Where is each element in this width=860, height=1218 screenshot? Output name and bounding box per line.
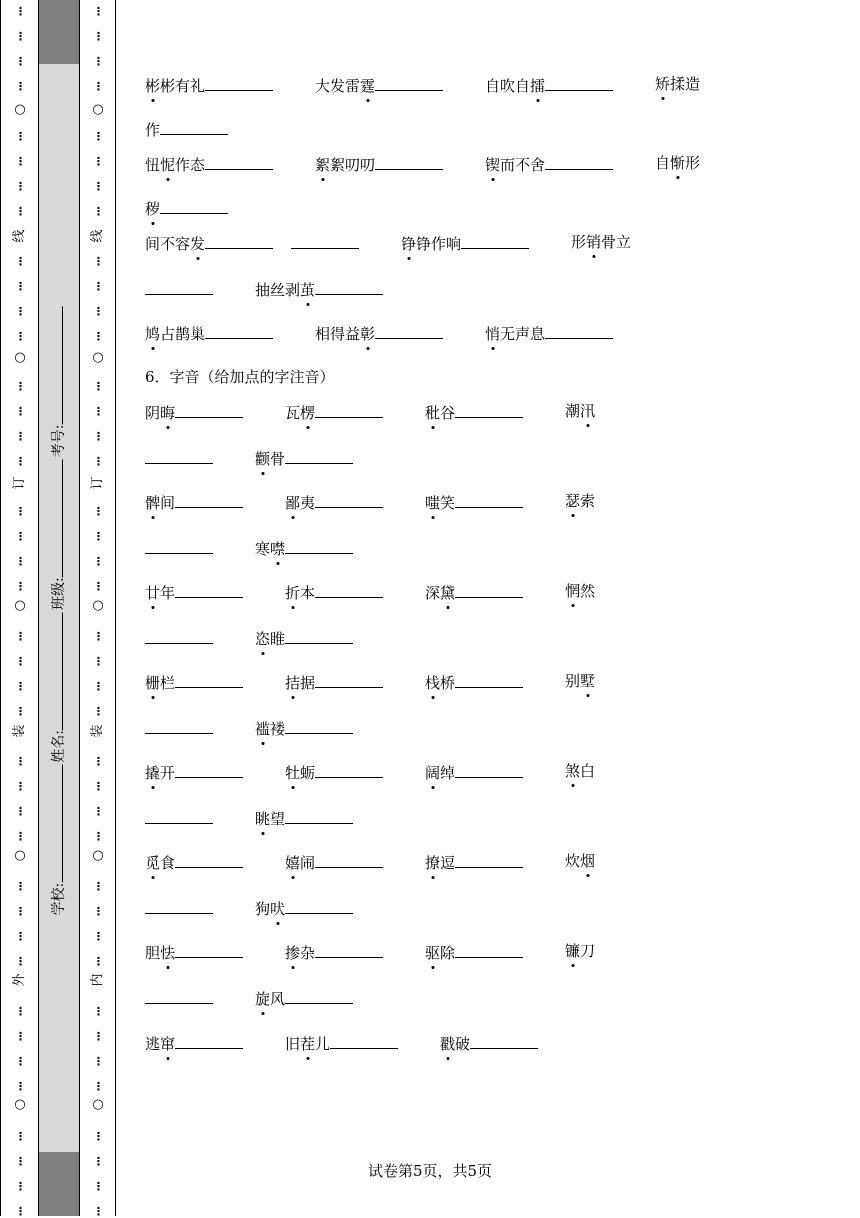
answer-blank[interactable] bbox=[175, 851, 243, 868]
inner-dotted-cut-line bbox=[88, 0, 108, 1216]
circle-mark: ○ bbox=[14, 102, 26, 117]
cut-line-char: 线 bbox=[12, 229, 27, 243]
dot-mark: ⋮ bbox=[15, 1030, 25, 1043]
dot-mark: ⋮ bbox=[93, 880, 103, 893]
circle-mark: ○ bbox=[92, 102, 104, 117]
margin-dark-block-top bbox=[38, 0, 80, 64]
class-field[interactable] bbox=[48, 459, 68, 610]
dot-mark: ⋮ bbox=[15, 905, 25, 918]
answer-blank[interactable] bbox=[175, 671, 243, 688]
pronunciation-item: 折本 bbox=[285, 581, 383, 603]
answer-blank[interactable] bbox=[291, 232, 359, 249]
dot-mark: ⋮ bbox=[15, 880, 25, 893]
answer-blank[interactable] bbox=[175, 761, 243, 778]
answer-blank[interactable] bbox=[375, 74, 443, 91]
dot-mark: ⋮ bbox=[15, 1205, 25, 1218]
circle-mark: ○ bbox=[92, 848, 104, 863]
answer-blank[interactable] bbox=[145, 278, 213, 295]
circle-mark: ○ bbox=[92, 598, 104, 613]
dot-mark: ⋮ bbox=[93, 1155, 103, 1168]
answer-blank[interactable] bbox=[315, 278, 383, 295]
answer-blank[interactable] bbox=[175, 581, 243, 598]
pronunciation-item: 撬开 bbox=[145, 761, 243, 783]
dot-mark: ⋮ bbox=[93, 80, 103, 93]
dot-mark: ⋮ bbox=[15, 55, 25, 68]
answer-blank[interactable] bbox=[545, 322, 613, 339]
dot-mark: ⋮ bbox=[93, 530, 103, 543]
dot-mark: ⋮ bbox=[93, 405, 103, 418]
dot-mark: ⋮ bbox=[15, 180, 25, 193]
idiom-item: 矫揉造 bbox=[655, 75, 701, 93]
dot-mark: ⋮ bbox=[93, 30, 103, 43]
dot-mark: ⋮ bbox=[93, 1205, 103, 1218]
dot-mark: ⋮ bbox=[15, 455, 25, 468]
answer-blank[interactable] bbox=[205, 232, 273, 249]
idiom-item: 大发雷霆 bbox=[315, 74, 443, 96]
answer-blank[interactable] bbox=[461, 232, 529, 249]
answer-blank[interactable] bbox=[145, 717, 213, 734]
dot-mark: ⋮ bbox=[93, 155, 103, 168]
school-label: 学校: bbox=[51, 882, 67, 916]
pronunciation-item: 嬉闹 bbox=[285, 851, 383, 873]
name-blank[interactable] bbox=[48, 612, 63, 730]
pronunciation-item: 恣睢 bbox=[255, 627, 353, 649]
dot-mark: ⋮ bbox=[93, 780, 103, 793]
pronunciation-item: 惘然 bbox=[565, 582, 596, 600]
dot-mark: ⋮ bbox=[15, 930, 25, 943]
dot-mark: ⋮ bbox=[93, 1080, 103, 1093]
dot-mark: ⋮ bbox=[93, 1180, 103, 1193]
answer-blank[interactable] bbox=[455, 491, 523, 508]
pronunciation-item: 觅食 bbox=[145, 851, 243, 873]
answer-blank[interactable] bbox=[285, 627, 353, 644]
page-footer: 试卷第5页，共5页 bbox=[367, 1162, 493, 1180]
pronunciation-item: 颧骨 bbox=[255, 447, 353, 469]
pronunciation-item: 拮据 bbox=[285, 671, 383, 693]
answer-blank[interactable] bbox=[455, 941, 523, 958]
pronunciation-item: 褴褛 bbox=[255, 717, 353, 739]
school-blank[interactable] bbox=[48, 765, 63, 883]
dot-mark: ⋮ bbox=[15, 280, 25, 293]
binding-margin bbox=[0, 0, 116, 1216]
dot-mark: ⋮ bbox=[93, 1130, 103, 1143]
answer-blank[interactable] bbox=[160, 118, 228, 135]
dot-mark: ⋮ bbox=[15, 805, 25, 818]
dot-mark: ⋮ bbox=[93, 1055, 103, 1068]
answer-blank[interactable] bbox=[470, 1032, 538, 1049]
dot-mark: ⋮ bbox=[93, 555, 103, 568]
dot-mark: ⋮ bbox=[93, 680, 103, 693]
answer-blank[interactable] bbox=[455, 581, 523, 598]
question-6-heading: 6．字音（给加点的字注音） bbox=[145, 368, 335, 386]
dot-mark: ⋮ bbox=[15, 155, 25, 168]
dot-mark: ⋮ bbox=[93, 905, 103, 918]
dot-mark: ⋮ bbox=[93, 205, 103, 218]
pronunciation-item: 栅栏 bbox=[145, 671, 243, 693]
pronunciation-item: 嗤笑 bbox=[425, 491, 523, 513]
dot-mark: ⋮ bbox=[15, 1080, 25, 1093]
dot-mark: ⋮ bbox=[15, 680, 25, 693]
dot-mark: ⋮ bbox=[15, 830, 25, 843]
margin-edge-line bbox=[0, 0, 1, 1216]
answer-blank[interactable] bbox=[455, 851, 523, 868]
answer-blank[interactable] bbox=[285, 807, 353, 824]
circle-mark: ○ bbox=[92, 1097, 104, 1112]
dot-mark: ⋮ bbox=[15, 955, 25, 968]
answer-blank[interactable] bbox=[285, 537, 353, 554]
dot-mark: ⋮ bbox=[93, 955, 103, 968]
dot-mark: ⋮ bbox=[93, 930, 103, 943]
dot-mark: ⋮ bbox=[15, 755, 25, 768]
answer-blank[interactable] bbox=[285, 897, 353, 914]
answer-blank[interactable] bbox=[455, 761, 523, 778]
dot-mark: ⋮ bbox=[15, 80, 25, 93]
pronunciation-item: 栈桥 bbox=[425, 671, 523, 693]
dot-mark: ⋮ bbox=[15, 305, 25, 318]
pronunciation-item: 撩逗 bbox=[425, 851, 523, 873]
pronunciation-item: 狗吠 bbox=[255, 897, 353, 919]
dot-mark: ⋮ bbox=[15, 555, 25, 568]
dot-mark: ⋮ bbox=[93, 1005, 103, 1018]
dot-mark: ⋮ bbox=[15, 705, 25, 718]
answer-blank[interactable] bbox=[455, 671, 523, 688]
dot-mark: ⋮ bbox=[15, 1130, 25, 1143]
exam-number-label: 考号: bbox=[51, 424, 67, 458]
dot-mark: ⋮ bbox=[15, 1155, 25, 1168]
circle-mark: ○ bbox=[14, 848, 26, 863]
dot-mark: ⋮ bbox=[93, 130, 103, 143]
circle-mark: ○ bbox=[14, 350, 26, 365]
dot-mark: ⋮ bbox=[93, 380, 103, 393]
pronunciation-item: 炊烟 bbox=[565, 852, 596, 870]
dot-mark: ⋮ bbox=[93, 830, 103, 843]
dot-mark: ⋮ bbox=[93, 1030, 103, 1043]
dot-mark: ⋮ bbox=[93, 305, 103, 318]
dot-mark: ⋮ bbox=[93, 505, 103, 518]
dot-mark: ⋮ bbox=[15, 330, 25, 343]
pronunciation-item: 牡蛎 bbox=[285, 761, 383, 783]
answer-blank[interactable] bbox=[205, 322, 273, 339]
answer-blank[interactable] bbox=[315, 851, 383, 868]
answer-blank[interactable] bbox=[375, 322, 443, 339]
answer-blank[interactable] bbox=[145, 627, 213, 644]
dot-mark: ⋮ bbox=[15, 505, 25, 518]
exam-number-blank[interactable] bbox=[48, 307, 63, 425]
student-info-fields bbox=[48, 305, 68, 916]
answer-blank[interactable] bbox=[545, 74, 613, 91]
pronunciation-item: 瓦楞 bbox=[285, 401, 383, 423]
pronunciation-item: 旋风 bbox=[255, 987, 353, 1009]
answer-blank[interactable] bbox=[315, 491, 383, 508]
answer-blank[interactable] bbox=[145, 447, 213, 464]
answer-blank[interactable] bbox=[145, 897, 213, 914]
school-field[interactable] bbox=[48, 765, 68, 916]
pronunciation-item: 掺杂 bbox=[285, 941, 383, 963]
dot-mark: ⋮ bbox=[15, 430, 25, 443]
pronunciation-item: 寒噤 bbox=[255, 537, 353, 559]
answer-blank[interactable] bbox=[175, 1032, 243, 1049]
dot-mark: ⋮ bbox=[93, 580, 103, 593]
pronunciation-item: 阴晦 bbox=[145, 401, 243, 423]
pronunciation-item: 驱除 bbox=[425, 941, 523, 963]
dot-mark: ⋮ bbox=[93, 705, 103, 718]
cut-line-char: 线 bbox=[90, 229, 105, 243]
pronunciation-item: 别墅 bbox=[565, 672, 596, 690]
pronunciation-item: 鄙夷 bbox=[285, 491, 383, 513]
dot-mark: ⋮ bbox=[15, 630, 25, 643]
answer-blank[interactable] bbox=[455, 401, 523, 418]
dot-mark: ⋮ bbox=[15, 530, 25, 543]
dot-mark: ⋮ bbox=[93, 430, 103, 443]
cut-line-char: 装 bbox=[12, 724, 27, 738]
answer-blank[interactable] bbox=[315, 671, 383, 688]
exam-number-field[interactable] bbox=[48, 307, 68, 458]
dot-mark: ⋮ bbox=[15, 5, 25, 18]
dot-mark: ⋮ bbox=[93, 805, 103, 818]
dot-mark: ⋮ bbox=[93, 630, 103, 643]
dot-mark: ⋮ bbox=[15, 655, 25, 668]
cut-line-char: 装 bbox=[90, 724, 105, 738]
name-field[interactable] bbox=[48, 612, 68, 763]
answer-blank[interactable] bbox=[145, 807, 213, 824]
circle-mark: ○ bbox=[14, 1097, 26, 1112]
pronunciation-item: 镰刀 bbox=[565, 942, 596, 960]
pronunciation-item: 瑟索 bbox=[565, 492, 596, 510]
dot-mark: ⋮ bbox=[15, 1055, 25, 1068]
answer-blank[interactable] bbox=[175, 491, 243, 508]
pronunciation-item: 髀间 bbox=[145, 491, 243, 513]
answer-blank[interactable] bbox=[145, 987, 213, 1004]
circle-mark: ○ bbox=[92, 350, 104, 365]
answer-blank[interactable] bbox=[175, 941, 243, 958]
dot-mark: ⋮ bbox=[93, 655, 103, 668]
dot-mark: ⋮ bbox=[93, 55, 103, 68]
cut-line-char: 内 bbox=[90, 973, 105, 987]
dot-mark: ⋮ bbox=[93, 455, 103, 468]
dot-mark: ⋮ bbox=[93, 5, 103, 18]
dot-mark: ⋮ bbox=[15, 380, 25, 393]
answer-blank[interactable] bbox=[330, 1032, 398, 1049]
answer-blank[interactable] bbox=[545, 153, 613, 170]
cut-line-char: 订 bbox=[90, 476, 105, 490]
pronunciation-item: 秕谷 bbox=[425, 401, 523, 423]
answer-blank[interactable] bbox=[205, 74, 273, 91]
pronunciation-item: 煞白 bbox=[565, 762, 596, 780]
class-blank[interactable] bbox=[48, 459, 63, 577]
dot-mark: ⋮ bbox=[15, 130, 25, 143]
answer-blank[interactable] bbox=[205, 153, 273, 170]
dot-mark: ⋮ bbox=[93, 255, 103, 268]
pronunciation-item: 胆怯 bbox=[145, 941, 243, 963]
pronunciation-item: 阔绰 bbox=[425, 761, 523, 783]
answer-blank[interactable] bbox=[175, 401, 243, 418]
dot-mark: ⋮ bbox=[93, 180, 103, 193]
dot-mark: ⋮ bbox=[93, 280, 103, 293]
dot-mark: ⋮ bbox=[15, 580, 25, 593]
dot-mark: ⋮ bbox=[15, 205, 25, 218]
pronunciation-item: 深黛 bbox=[425, 581, 523, 603]
dot-mark: ⋮ bbox=[15, 1005, 25, 1018]
circle-mark: ○ bbox=[14, 598, 26, 613]
outer-dotted-cut-line bbox=[10, 0, 30, 1216]
answer-blank[interactable] bbox=[285, 447, 353, 464]
answer-blank[interactable] bbox=[285, 717, 353, 734]
dot-mark: ⋮ bbox=[93, 330, 103, 343]
dot-mark: ⋮ bbox=[15, 255, 25, 268]
cut-line-char: 订 bbox=[12, 476, 27, 490]
dot-mark: ⋮ bbox=[93, 755, 103, 768]
margin-inner-line bbox=[115, 0, 116, 1216]
pronunciation-item: 廿年 bbox=[145, 581, 243, 603]
answer-blank[interactable] bbox=[285, 987, 353, 1004]
cut-line-char: 外 bbox=[12, 973, 27, 987]
answer-blank[interactable] bbox=[145, 537, 213, 554]
answer-blank[interactable] bbox=[315, 401, 383, 418]
answer-blank[interactable] bbox=[315, 761, 383, 778]
answer-blank[interactable] bbox=[375, 153, 443, 170]
pronunciation-item: 眺望 bbox=[255, 807, 353, 829]
idiom-item: 彬彬有礼 bbox=[145, 74, 273, 96]
dot-mark: ⋮ bbox=[15, 1180, 25, 1193]
class-label: 班级: bbox=[51, 577, 67, 610]
dot-mark: ⋮ bbox=[15, 780, 25, 793]
name-label: 姓名: bbox=[51, 730, 67, 763]
answer-blank[interactable] bbox=[315, 581, 383, 598]
answer-blank[interactable] bbox=[160, 197, 228, 214]
idiom-item: 自吹自擂 bbox=[485, 74, 613, 96]
answer-blank[interactable] bbox=[315, 941, 383, 958]
dot-mark: ⋮ bbox=[15, 30, 25, 43]
pronunciation-item: 潮汛 bbox=[565, 402, 596, 420]
dot-mark: ⋮ bbox=[15, 405, 25, 418]
